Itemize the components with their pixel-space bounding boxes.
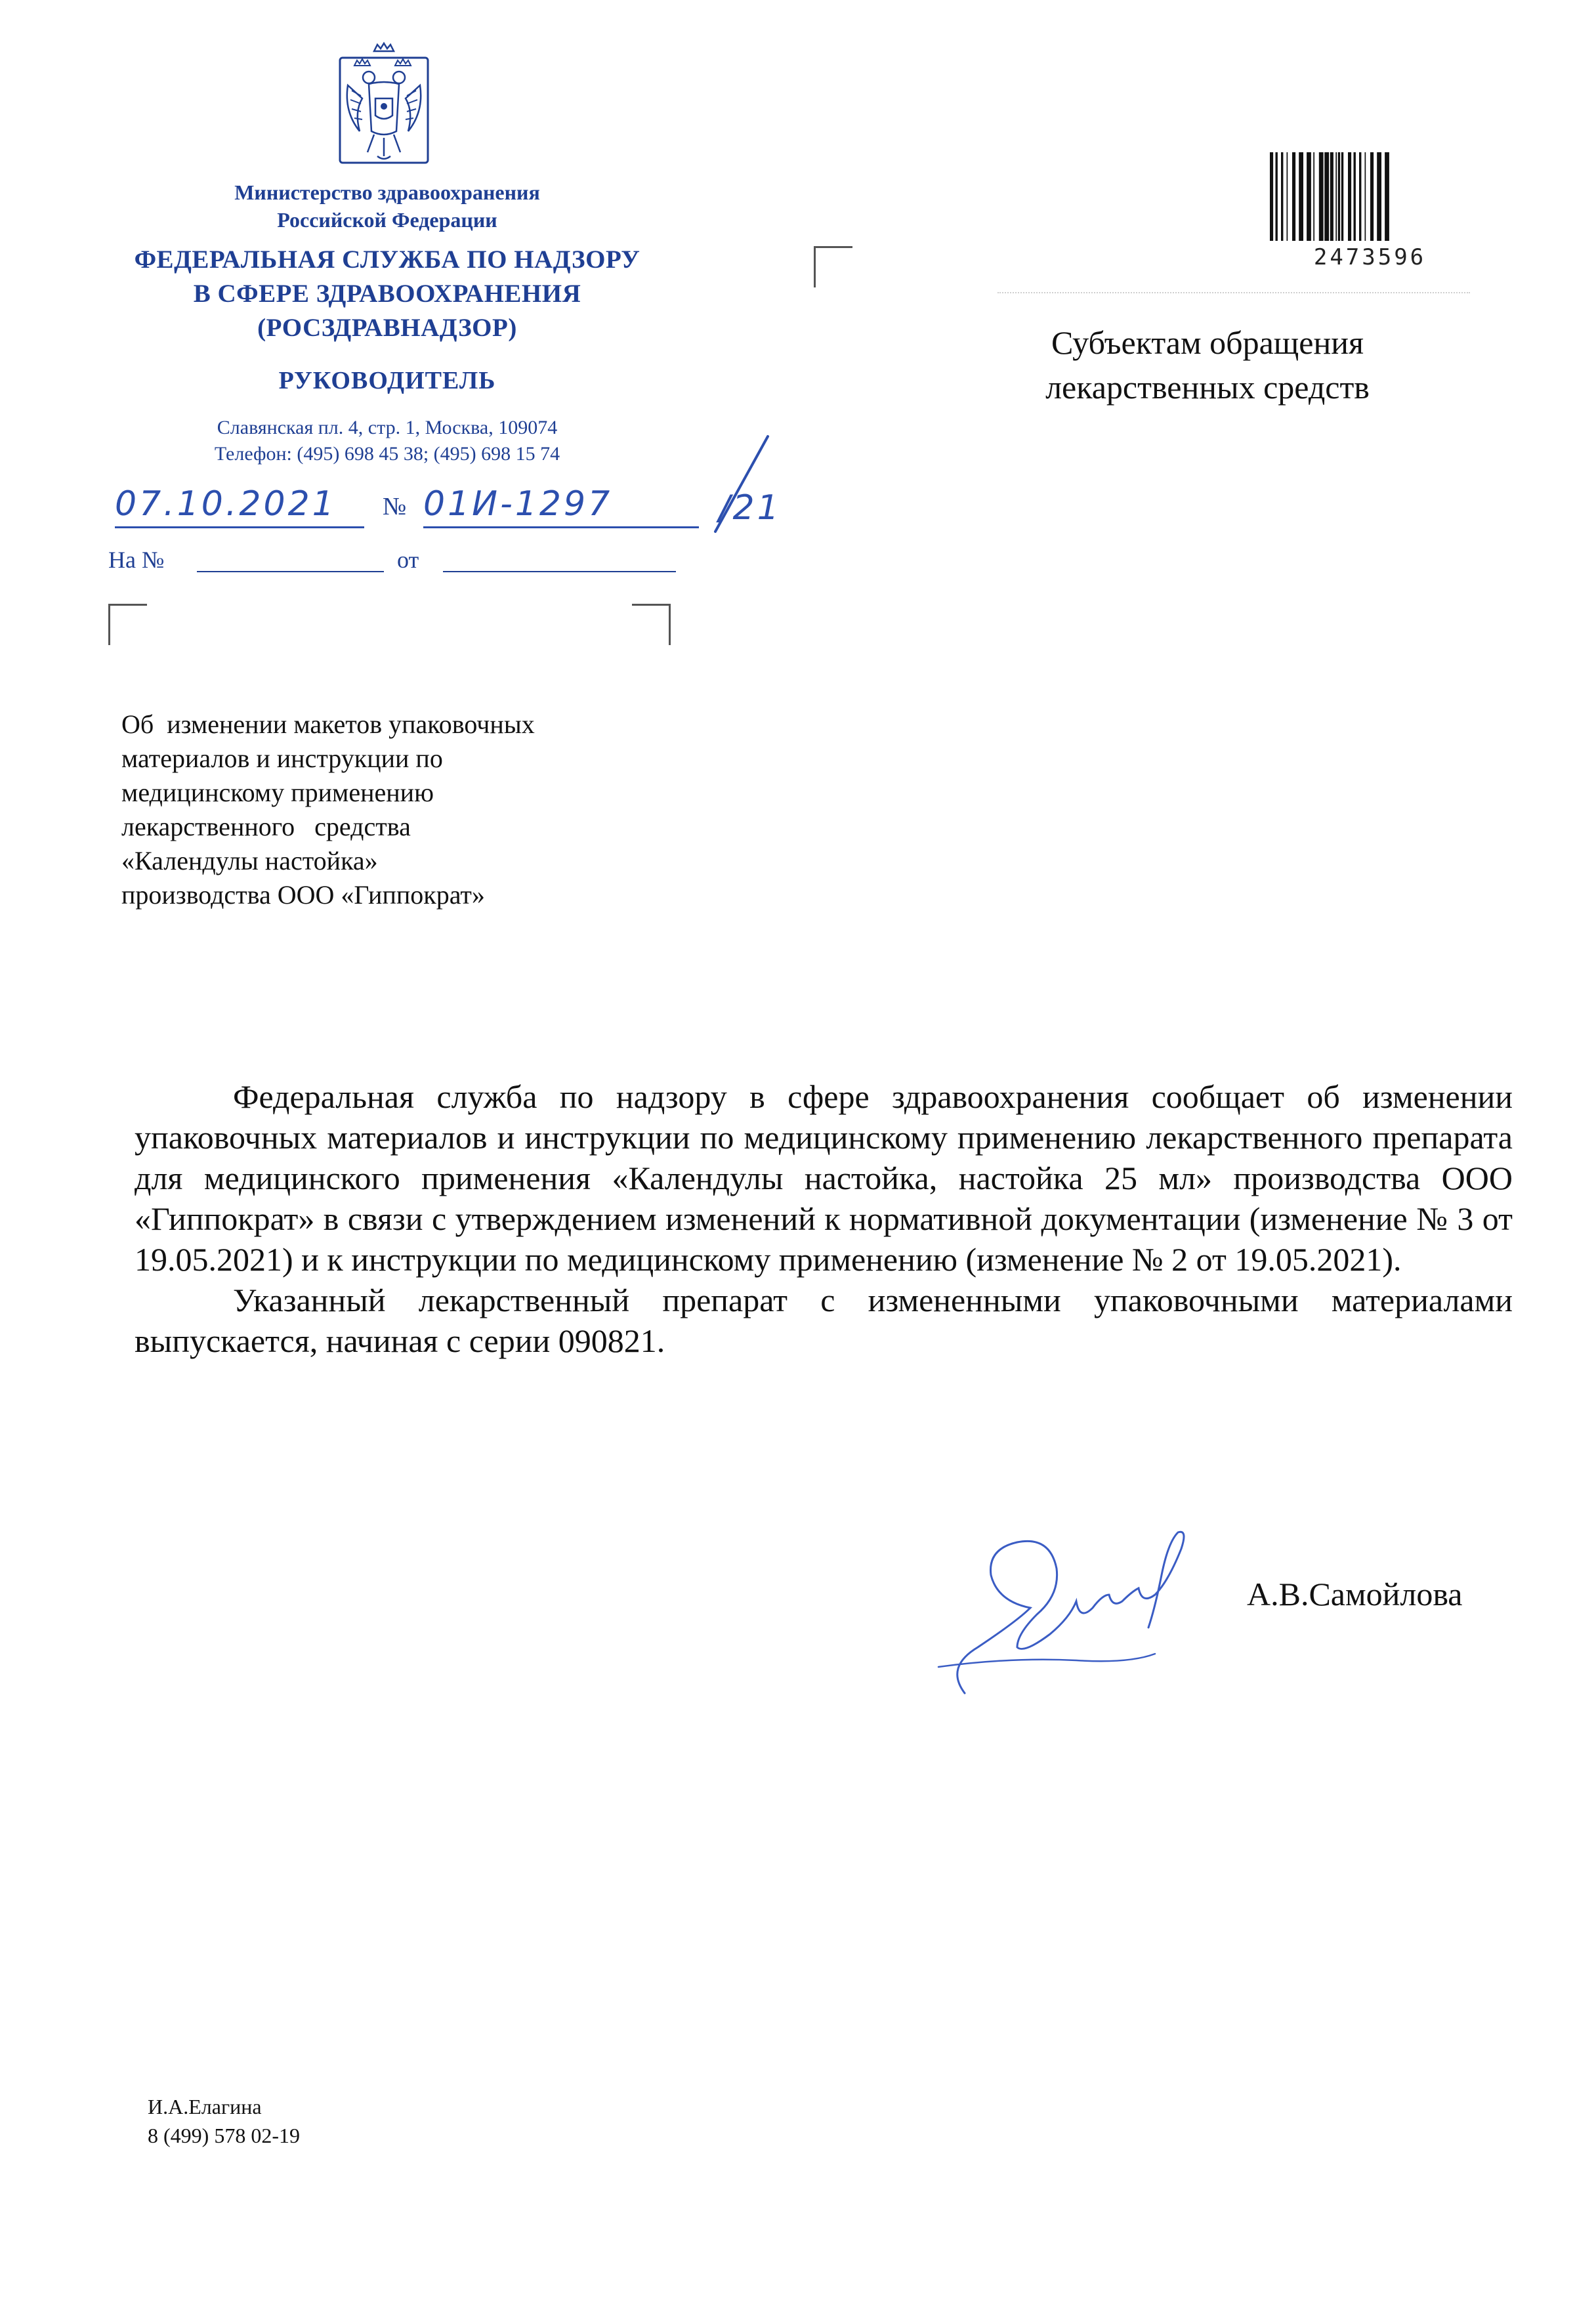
phone-line: Телефон: (495) 698 45 38; (495) 698 15 74 — [214, 443, 560, 465]
subject-corner-left — [108, 604, 147, 645]
ref-date-blank — [443, 571, 676, 572]
barcode-bar — [1385, 152, 1389, 241]
subject-line: лекарственного средства — [121, 812, 411, 841]
registration-date: 07.10.2021 — [115, 484, 364, 528]
signer-name: А.В.Самойлова — [1247, 1576, 1463, 1612]
barcode-bar — [1330, 152, 1334, 241]
subject-corner-right — [632, 604, 671, 645]
subject-line: «Календулы настойка» — [121, 846, 378, 875]
addressee-line: Субъектам обращения — [1051, 324, 1364, 361]
barcode-bar — [1270, 152, 1273, 241]
barcode-bar — [1324, 152, 1329, 241]
subject-line: Об изменении макетов упаковочных — [121, 709, 535, 739]
registration-line — [108, 484, 791, 530]
barcode-bar — [1313, 152, 1314, 241]
barcode — [1270, 152, 1470, 241]
address-block — [98, 415, 676, 467]
executor-name: И.А.Елагина — [148, 2095, 262, 2118]
registration-number: 01И-1297 — [423, 484, 699, 528]
barcode-bar — [1338, 152, 1340, 241]
barcode-number: 2473596 — [1313, 244, 1427, 270]
barcode-bar — [1299, 152, 1303, 241]
registration-slash — [702, 433, 781, 538]
barcode-bar — [1377, 152, 1381, 241]
ref-from-label: от — [397, 547, 419, 573]
service-name — [79, 243, 696, 345]
subject-line: медицинскому применению — [121, 778, 434, 807]
barcode-bar — [1359, 152, 1361, 241]
coat-of-arms-icon — [328, 39, 440, 171]
barcode-bar — [1341, 152, 1343, 241]
barcode-bar — [1365, 152, 1366, 241]
service-line: В СФЕРЕ ЗДРАВООХРАНЕНИЯ — [193, 280, 581, 308]
barcode-bar — [1335, 152, 1337, 241]
divider — [998, 292, 1470, 293]
ministry-line: Российской Федерации — [277, 208, 497, 232]
ministry-name — [131, 179, 643, 234]
number-sign: № — [383, 493, 407, 520]
ref-number-label: На № — [108, 547, 165, 573]
subject — [121, 707, 699, 912]
barcode-bar — [1319, 152, 1324, 241]
barcode-bar — [1281, 152, 1283, 241]
address-line: Славянская пл. 4, стр. 1, Москва, 109074 — [217, 417, 558, 438]
barcode-bar — [1348, 152, 1351, 241]
reference-line — [108, 546, 699, 579]
ministry-line: Министерство здравоохранения — [234, 180, 540, 204]
barcode-bar — [1354, 152, 1356, 241]
barcode-bar — [1307, 152, 1311, 241]
ref-number-blank — [197, 571, 384, 572]
barcode-bar — [1276, 152, 1278, 241]
barcode-bar — [1287, 152, 1288, 241]
handwritten-signature — [919, 1496, 1234, 1713]
registration-suffix: /21 — [719, 488, 782, 528]
addressee-line: лекарственных средств — [1045, 369, 1370, 406]
head-title: РУКОВОДИТЕЛЬ — [278, 367, 496, 394]
address-corner-left — [814, 246, 852, 287]
executor-block — [148, 2092, 541, 2150]
subject-line: материалов и инструкции по — [121, 744, 443, 773]
service-line: ФЕДЕРАЛЬНАЯ СЛУЖБА ПО НАДЗОРУ — [134, 245, 640, 274]
addressee — [971, 320, 1444, 410]
subject-line: производства ООО «Гиппократ» — [121, 880, 485, 910]
executor-phone: 8 (499) 578 02-19 — [148, 2124, 300, 2147]
letter-body — [135, 1076, 1513, 1361]
barcode-bar — [1292, 152, 1295, 241]
body-paragraph: Указанный лекарственный препарат с измененными упаковочными материалами выпускается, начиная с серии 090821. — [135, 1282, 1513, 1359]
body-paragraph: Федеральная служба по надзору в сфере здравоохранения сообщает об изменении упаковочных материалов и инструкции по медицинскому применению лекарственного препарата для медицинского применения «Календулы настойка, настойка 25 мл» производства ООО «Гиппократ» в связи с утверждением изменений к нормативной документации (изменение № 3 от 19.05.2021) и к инструкции по медицинскому применению (изменение № 2 от 19.05.2021). — [135, 1078, 1513, 1278]
service-line: (РОСЗДРАВНАДЗОР) — [257, 314, 517, 342]
barcode-bar — [1370, 152, 1374, 241]
